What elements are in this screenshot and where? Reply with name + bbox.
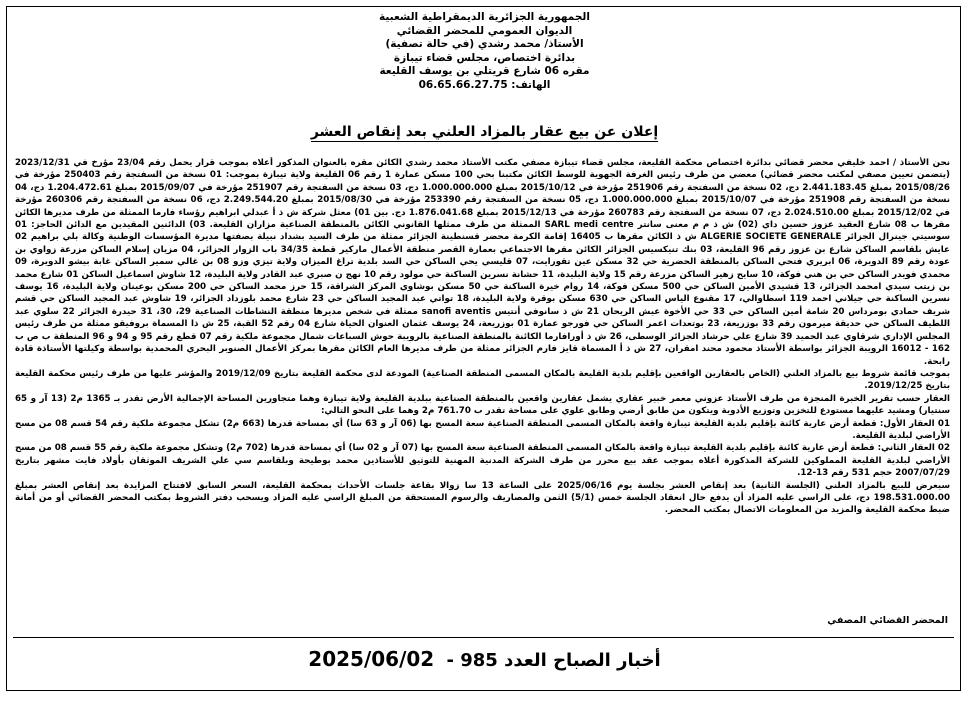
- notice-title: [7, 124, 962, 140]
- footer-divider: [13, 637, 954, 638]
- newspaper-footer: [7, 647, 962, 671]
- paragraph-parties: نحن الأستاذ / احمد خليفي محضر قضائي بدائرة اختصاص محكمة القليعة، مجلس قضاء تيبازة مصفي مكتب الأستاذ محمد رشدي الكائن مقره بالعنوان المذكور أعلاه بموجب قرار يحمل رقم 23/04 مؤرخ في 2023/12/31 (يتضمن تعيين مصفي لمكتب محضر قضائي) معضي من طرف رئيس الغرفة الجهوية للوسط الكائن مكتبنا بحي 100 مسكن عمارة 1 رقم 06 القليعة ولاية تيبازة بموجب: 01 نسخة من السفتجة رقم 250403 مؤرخة في 2015/08/26 بمبلغ 2.441.183.45 دج، 02 نسخة من السفتجة رقم 251906 مؤرخة في 2015/10/12 بمبلغ 1.000.000.000 دج، 03 نسخة من السفتجة رقم 251907 مؤرخة في 2015/09/07 بمبلغ 1.204.472.61 دج، 04 نسخة من السفتجة رقم 251908 مؤرخة في 2015/10/07 بمبلغ 1.000.000.000 دج، 05 نسخة من السفتجة رقم 253390 مؤرخة في 2015/08/30 بمبلغ 2.249.544.20 دج، 06 نسخة من السفتجة رقم 260306 مؤرخة في 2015/12/02 بمبلغ 2.024.510.00 دج، 07 نسخة من السفتجة رقم 260783 مؤرخة في 2015/12/13 بمبلغ 1.876.041.68 دج. بين 01) معثل شركة ش ذ أ عبدلي ابراهيم رؤساء فارما الممثلة من طرف مديرها الكائن مقرها ب 08 شارع العقيد عزوز حسين داي (02) ش ذ م م معنى سانتر SARL medi centre الممثلة من طرف ممثلها القانوني الكائن بالمنطقة الصناعية مزاران القليعة. 03) الدائنين المقيدين مع الدائن الحاجز: 01 سوسيتي جينرال الجزائر ALGERIE SOCIETE GENERALE ش ذ الكائن مقرها ب 16405 إقامة الكرمة محضر قسنطينة الجزائر ممثلة من طرف السيد بشداد نبيلة بصفتها مديرة المؤسسات الوطنية وكالة بلي براهيم 02 عايش بلقاسم الساكن شارع بن عزوز رقم 96 القليعة، 03 بنك تنيكسيس الجزائر الكائن مقرها الاجتماعي بعمارة القصر منطقة الأعمال ماركير قطعة 34/35 باب الزوار الجزائر، 04 مزيان إسلام الساكن مزرعة زواوي بن عودة رقم 89 الدويرة، 06 ابريري فتحي الساكن بالمنطقة الحضرية حي 32 مسكن عين تقورايت، 07 قليسي يحي الساكن حي السد بلدية تراغ الميزان ولاية تيزي وزو 08 بن غالي سمير الساكن غابة بيشو الدويرة، 09 محمدي فويدر الساكن حي بن هني فوكة، 10 سايح زهير الساكن مزرعة رقم 15 ولاية البليدة، 11 حشانة نسرين الساكنة حي مولود رقم 10 نهج ن صبري عبد القادر ولاية البليدة، 12 شاوش اسماعيل الساكن 01 شارع محمد بن زيتب سيدي امحمد الجزائر، 13 قشيدي الأمين الساكن حي 500 مسكن فوكة، 14 روام خيرة الساكنة حي 50 مسكن بوشاوي المركز الشراقة، 15 حرز محمد الساكن حي 200 مسكن بوعينان ولاية البليدة، 16 يوسف نسرين الساكنة حي جيلاني احمد 119 اسطاوالي، 17 مقنوع الياس الساكن حي 630 مسكن بوقرة ولاية البليدة، 18 تواتي عبد المجيد الساكن حي 23 شارع محمد بلوزداد الجزائر، 19 شاوش عبد المجيد الساكن حي قشم شريف حمادي بومرداس 20 شامة أمين الساكن حي 33 حي الأخوة عيش الريحان 21 ش ذ سانوفي أنتيس sanofi aventis ممثلة في شخص مديرها منطقة النشاطات الصناعية 29، 30، 31 حيدرة الجزائر 22 سلوي عبد اللطيف الساكن حي حديقة ميرمون رقم 33 بوزريعة، 23 بوتعدات اعمر الساكن حي فورجو عمارة 01 بوزريعة، 24 يوسف عثمان العنوان الحياة شارع 04 رقم 52 القبة، 25 ش ذا المسماة بروفيقو ممثلة من طرف رئيس المجلس الإداري شرقاوي عبد الحميد 39 شارع علي حرشاد الجزائر الوسطى، 26 ش ذ أورافارما الكائنة بالمنطقة الصناعية بالرويبة حوش السباعات شمال مجموعة ملكية رقم 07 قطع رقم 95 و 94 و 96 المنطقة ب ص ب 162 - 16012 الرويبة الجزائر بواسطة الأستاذ محمود محند امقران، 27 ش ذ أ المسماة قايز فارم الجزائر ممثلة من طرف مديرها العام الكائن مقرها بمركز الأعمال الصنوبر البحري المحمدية بواسطة وكيلتها الأستاذة قادة رابحة.: [15, 158, 950, 367]
- notice-body: [15, 157, 950, 627]
- header-address: مقره 06 شارع قريتلي بن يوسف القليعة: [379, 65, 590, 77]
- paragraph-conditions: بموجب قائمة شروط بيع بالمزاد العلني (الخاص بالعقارين الواقعين بإقليم بلدية القليعة بالمكان المسمى المنطقة الصناعية) المودعة لدى محكمة القليعة بتاريخ 2019/12/09 والمؤشر عليها من طرف رئيس محكمة القليعة بتاريخ 2019/12/25.: [15, 368, 950, 392]
- paragraph-auction-terms: سيعرض للبيع بالمزاد العلني (الجلسة الثانية) بعد إنقاص العشر بجلسة يوم 2025/06/16 على الساعة 13 سا زوالا بقاعة جلسات الأحداث بمحكمة القليعة، السعر السابق لافتتاح المزايدة بعد إنقاص العشر بمبلغ 198.531.000.00 دج، على الراسي عليه المزاد أن يدفع حال انعقاد الجلسة خمس (5/1) الثمن والمصاريف والرسوم المستحقة من المبلغ الراسي عليه المزاد ويسحب دفتر الشروط بمكتب المحضر القضائي أو من أمانة ضبط محكمة القليعة والمزيد من المعلومات الاتصال بمكتب المحضر.: [15, 480, 950, 516]
- notice-body-text: [15, 157, 950, 517]
- header-republic: الجمهورية الجزائرية الديمقراطية الشعبية: [379, 11, 590, 23]
- header-office: الديوان العمومي للمحضر القضائي: [396, 24, 573, 37]
- notice-title-text: إعلان عن بيع عقار بالمزاد العلني بعد إنقاص العشر: [310, 124, 659, 140]
- newspaper-issue: أخبار الصباح العدد 985 -: [446, 650, 661, 671]
- signature: المحضر القضائي المصفي: [827, 615, 948, 626]
- legal-notice-page: [6, 6, 961, 691]
- notice-header: [7, 11, 962, 92]
- header-bailiff-name: الأستاذ/ محمد رشدي (في حالة تصفية): [385, 38, 584, 50]
- paragraph-property-two: 02 العقار الثاني: قطعة أرض عارية كائنة بإقليم بلدية القليعة تيبازة واقعة بالمكان المسمى المنطقة الصناعية سعة المسح بها (07 آر و 02 سا) أي بمساحة قدرها (702 م2) وتشكل مجموعة ملكية رقم 55 قسم 08 من مسح الأراضي لبلدية القليعة المملوكين للشركة المذكورة أعلاه بموجب عقد بيع محرر من طرف الشركة المدنية المهنية للتوثيق للأستاذين محمد بوطيحة وبلقاسم سي علي الشريف الموثقان بأولاد فايت مشهر بتاريخ 2007/07/29 حجم 531 رقم 13-12.: [15, 443, 950, 479]
- paragraph-property-description: العقار حسب تقرير الخبرة المنجزة من طرف الأستاذ عزوني معمر خبير عقاري يشمل عقارين واقعين بالمنطقة الصناعية ببلدية القليعة ولاية تيبازة وهما متجاورين المساحة الإجمالية الأرض تقدر بـ 1365 م2 (13 آر و 65 سنتيار) ومشيد عليهما مستودع للتخزين وتوزيع الأدوية ويتكون من طابق أرضي وطابق علوي على مساحة تقدر ب 761.70 م2 وهما على النحو التالي:: [15, 393, 950, 417]
- header-phone: الهاتف: 06.65.66.27.75: [418, 78, 551, 91]
- header-jurisdiction: بدائرة اختصاص، مجلس قضاء تيبازة: [393, 51, 576, 64]
- publication-date: 2025/06/02: [308, 647, 435, 671]
- paragraph-property-one: 01 العقار الأول: قطعة أرض عارية كائنة بإقليم بلدية القليعة تيبازة واقعة بالمكان المسمى المنطقة الصناعية سعة المسح بها (06 آر و 63 سا) أي بمساحة قدرها (663 م2) تشكل مجموعة ملكية رقم 54 قسم 08 من مسح الأراضي لبلدية القليعة.: [15, 418, 950, 441]
